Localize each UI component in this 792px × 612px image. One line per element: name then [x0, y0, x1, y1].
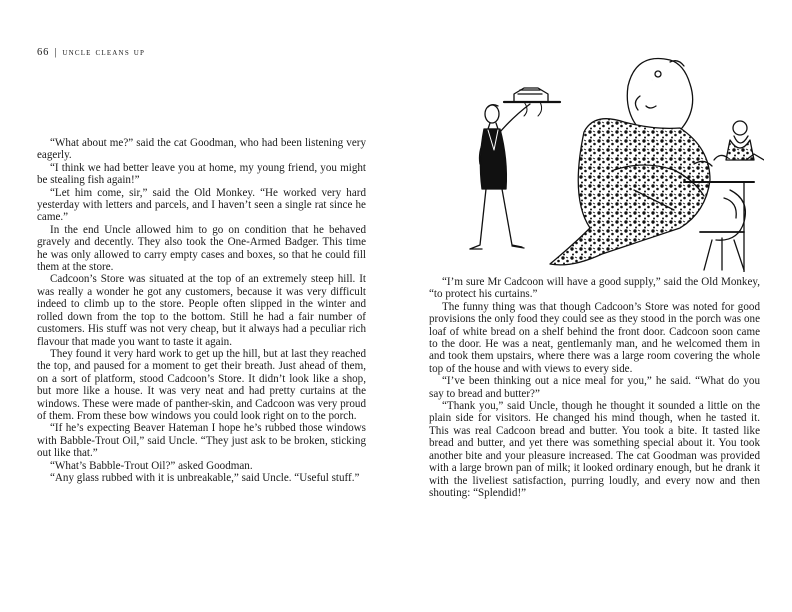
- page-number: 66: [37, 47, 50, 58]
- paragraph: “I think we had better leave you at home, my young friend, you might be stealing fish again!”: [37, 161, 366, 187]
- paragraph: The funny thing was that though Cadcoon’s Store was noted for good provisions the only food they could see as they stood in the porch was one loaf of white bread on a shelf behind the front door. Cadcoon soon came to the door. He was a neat, gentlemanly man, and he welcomed them in and took them upstairs, where there was a large room covering the whole top of the house and with views to every side.: [429, 300, 760, 375]
- paragraph: “If he’s expecting Beaver Hateman I hope he’s rubbed those windows with Babble-Trout Oil,” said Uncle. “They just ask to be broken, sticking out like that.”: [37, 422, 366, 460]
- paragraph: “What’s Babble-Trout Oil?” asked Goodman.: [50, 459, 253, 472]
- paragraph: Cadcoon’s Store was situated at the top of an extremely steep hill. It was really a wonder he got any customers, because it was very difficult indeed to climb up to the store. People often slipped in the winter and rolled down from the top to the bottom. Still he had a fair number of customers. His stuff was not very cheap, but it always had a peculiar rich flavour that made you want to taste it again.: [37, 273, 366, 348]
- right-body-text: [429, 276, 760, 499]
- paragraph: “I’m sure Mr Cadcoon will have a good supply,” said the Old Monkey, “to protect his curtains.”: [429, 276, 760, 301]
- left-body-text: [37, 137, 366, 484]
- running-head: [37, 47, 145, 58]
- paragraph: “Any glass rubbed with it is unbreakable,” said Uncle. “Useful stuff.”: [50, 471, 360, 484]
- paragraph: “What about me?” said the cat Goodman, who had been listening very eagerly.: [37, 137, 366, 162]
- paragraph: In the end Uncle allowed him to go on condition that he behaved gravely and decently. They also took the One-Armed Badger. This time he was only allowed to carry empty cases and boxes, so that he could fill them at the store.: [37, 223, 366, 274]
- paragraph: “I’ve been thinking out a nice meal for you,” he said. “What do you say to bread and butter?”: [429, 375, 760, 400]
- paragraph: “Let him come, sir,” said the Old Monkey. “He worked very hard yesterday with letters and parcels, and I haven’t seen a single rat since he came.”: [37, 186, 366, 224]
- paragraph: They found it very hard work to get up the hill, but at last they reached the top, and paused for a moment to get their breath. Just ahead of them, on a sort of platform, stood Cadcoon’s Store. It didn’t look like a shop, but more like a house. It was very neat and had pretty curtains at the windows. These were made of panther-skin, and Cadcoon was very proud of them. From these bow windows you could look right on to the porch.: [37, 347, 366, 422]
- running-head-separator: |: [54, 47, 58, 58]
- waiter-serving-cadcoon-illustration: [444, 40, 764, 272]
- paragraph: “Thank you,” said Uncle, though he thought it sounded a little on the plain side for visitors. He changed his mind though, when he tasted it. This was real Cadcoon bread and butter. You took a bite. It tasted like bread and butter, and yet there was something special about it. You took another bite and your pleasure increased. The cat Goodman was provided with a large brown pan of milk; it looked ordinary enough, but he drank it with the liveliest satisfaction, purring loudly, and every now and then shouting: “Splendid!”: [429, 400, 760, 499]
- chapter-title: uncle cleans up: [62, 47, 146, 58]
